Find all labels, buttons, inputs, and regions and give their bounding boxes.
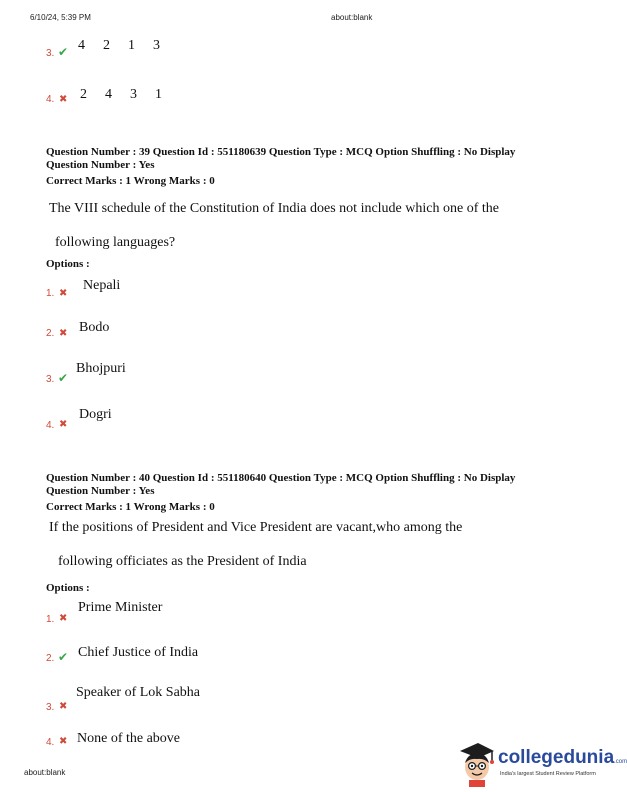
seq-value: 2 xyxy=(80,87,87,102)
footer-url: about:blank xyxy=(24,768,66,777)
q39-marks: Correct Marks : 1 Wrong Marks : 0 xyxy=(46,175,215,187)
wrong-cross-icon: ✖ xyxy=(59,94,68,105)
seq-value: 1 xyxy=(155,87,162,102)
q39-text-line2: following languages? xyxy=(55,235,176,250)
option-text: Nepali xyxy=(83,278,121,293)
q40-text-line2: following officiates as the President of India xyxy=(58,554,307,569)
wrong-cross-icon: ✖ xyxy=(59,701,68,712)
wrong-cross-icon: ✖ xyxy=(59,613,68,624)
q40-meta-line1: Question Number : 40 Question Id : 551180640 Question Type : MCQ Option Shuffling : No Display xyxy=(46,472,516,484)
q40-marks: Correct Marks : 1 Wrong Marks : 0 xyxy=(46,501,215,513)
correct-check-icon: ✔ xyxy=(58,650,69,664)
option-sequence xyxy=(78,36,178,54)
correct-check-icon: ✔ xyxy=(58,45,69,59)
seq-value: 4 xyxy=(78,38,85,53)
option-text: Prime Minister xyxy=(78,600,163,615)
logo-name: collegedunia xyxy=(498,747,615,768)
print-url: about:blank xyxy=(331,13,373,22)
logo-suffix: .com xyxy=(614,759,627,765)
seq-value: 3 xyxy=(153,38,160,53)
option-text: Chief Justice of India xyxy=(78,645,199,660)
option-number: 3. xyxy=(46,48,55,59)
q39-options-label: Options : xyxy=(46,258,90,270)
option-number: 3. xyxy=(46,374,55,385)
option-number: 2. xyxy=(46,328,55,339)
wrong-cross-icon: ✖ xyxy=(59,328,68,339)
option-number: 2. xyxy=(46,653,55,664)
option-sequence xyxy=(80,85,180,103)
option-number: 4. xyxy=(46,420,55,431)
q40-meta-line2: Question Number : Yes xyxy=(46,485,155,497)
collegedunia-logo xyxy=(456,741,627,789)
option-text: Speaker of Lok Sabha xyxy=(76,685,201,700)
option-text: Dogri xyxy=(79,407,112,422)
seq-value: 2 xyxy=(103,38,110,53)
wrong-cross-icon: ✖ xyxy=(59,736,68,747)
seq-value: 1 xyxy=(128,38,135,53)
option-number: 4. xyxy=(46,94,55,105)
logo-tagline: India's largest Student Review Platform xyxy=(500,771,596,777)
wrong-cross-icon: ✖ xyxy=(59,419,68,430)
q39-meta-line2: Question Number : Yes xyxy=(46,159,155,171)
option-text: None of the above xyxy=(77,731,181,746)
print-datetime: 6/10/24, 5:39 PM xyxy=(30,13,91,22)
wrong-cross-icon: ✖ xyxy=(59,288,68,299)
option-number: 1. xyxy=(46,288,55,299)
seq-value: 4 xyxy=(105,87,112,102)
q39-text-line1: The VIII schedule of the Constitution of India does not include which one of the xyxy=(49,201,499,216)
option-number: 3. xyxy=(46,702,55,713)
option-text: Bhojpuri xyxy=(76,361,126,376)
q39-meta-line1: Question Number : 39 Question Id : 551180639 Question Type : MCQ Option Shuffling : No Display xyxy=(46,146,516,158)
q40-text-line1: If the positions of President and Vice President are vacant,who among the xyxy=(49,520,463,535)
correct-check-icon: ✔ xyxy=(58,371,69,385)
option-number: 1. xyxy=(46,614,55,625)
q40-options-label: Options : xyxy=(46,582,90,594)
seq-value: 3 xyxy=(130,87,137,102)
mascot-icon xyxy=(456,741,496,787)
option-text: Bodo xyxy=(79,320,110,335)
option-number: 4. xyxy=(46,737,55,748)
